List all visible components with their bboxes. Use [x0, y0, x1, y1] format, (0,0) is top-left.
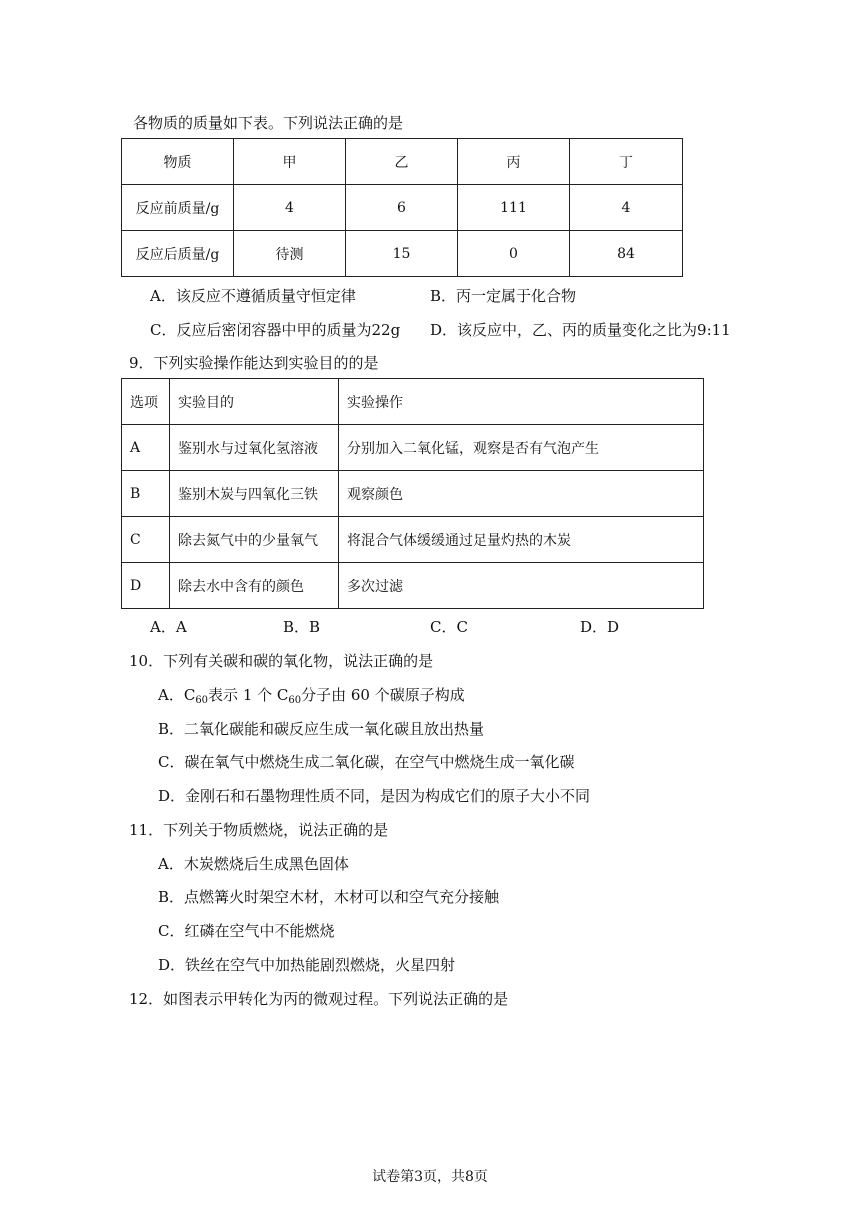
table-cell: 分别加入二氧化锰，观察是否有气泡产生: [339, 425, 704, 471]
q9-option-b[interactable]: B．B: [283, 618, 321, 636]
q8-option-c[interactable]: C．反应后密闭容器中甲的质量为22g: [150, 321, 401, 339]
subscript: 60: [195, 695, 209, 706]
table-cell: 鉴别木炭与四氧化三铁: [170, 471, 339, 517]
table-cell: 鉴别水与过氧化氢溶液: [170, 425, 339, 471]
table-cell: 除去水中含有的颜色: [170, 563, 339, 609]
question-9-stem: 9．下列实验操作能达到实验目的的是: [129, 354, 379, 372]
table-cell: B: [122, 471, 170, 517]
question-8-intro: 各物质的质量如下表。下列说法正确的是: [133, 114, 404, 132]
table-header-cell: 实验操作: [339, 379, 704, 425]
experiment-table: [121, 378, 704, 609]
table-cell: D: [122, 563, 170, 609]
table-cell: 待测: [234, 231, 346, 277]
q9-option-d[interactable]: D．D: [580, 618, 620, 636]
table-cell: 甲: [234, 139, 346, 185]
q10-option-b[interactable]: B．二氧化碳能和碳反应生成一氧化碳且放出热量: [158, 720, 485, 738]
question-11-stem: 11．下列关于物质燃烧，说法正确的是: [129, 821, 389, 839]
table-cell: 111: [458, 185, 570, 231]
table-cell: 4: [570, 185, 683, 231]
question-12-stem: 12．如图表示甲转化为丙的微观过程。下列说法正确的是: [129, 990, 509, 1008]
table-row: [122, 425, 704, 471]
table-row: [122, 185, 683, 231]
mass-table: [121, 138, 683, 277]
table-cell: 84: [570, 231, 683, 277]
table-cell: 15: [346, 231, 458, 277]
table-cell: 0: [458, 231, 570, 277]
q11-option-c[interactable]: C．红磷在空气中不能燃烧: [158, 922, 335, 940]
table-cell: 物质: [122, 139, 234, 185]
option-text: 分子由 60 个碳原子构成: [301, 686, 465, 704]
q8-option-a[interactable]: A．该反应不遵循质量守恒定律: [150, 287, 356, 305]
q11-option-a[interactable]: A．木炭燃烧后生成黑色固体: [158, 855, 349, 873]
option-text: 表示 1 个 C: [208, 686, 289, 704]
table-row: [122, 471, 704, 517]
subscript: 60: [288, 695, 302, 706]
table-row: [122, 379, 704, 425]
table-cell: 6: [346, 185, 458, 231]
table-cell: 多次过滤: [339, 563, 704, 609]
table-row: [122, 231, 683, 277]
question-10-stem: 10．下列有关碳和碳的氧化物，说法正确的是: [129, 652, 434, 670]
q9-option-c[interactable]: C．C: [430, 618, 468, 636]
table-header-cell: 实验目的: [170, 379, 339, 425]
table-cell: 反应后质量/g: [122, 231, 234, 277]
q8-option-d[interactable]: D．该反应中，乙、丙的质量变化之比为9:11: [430, 321, 731, 339]
table-row: [122, 563, 704, 609]
table-cell: 将混合气体缓缓通过足量灼热的木炭: [339, 517, 704, 563]
table-cell: 丙: [458, 139, 570, 185]
table-header-cell: 选项: [122, 379, 170, 425]
option-text: A．C: [158, 686, 196, 704]
q10-option-d[interactable]: D．金刚石和石墨物理性质不同，是因为构成它们的原子大小不同: [158, 787, 591, 805]
q8-option-b[interactable]: B．丙一定属于化合物: [430, 287, 577, 305]
table-cell: 除去氮气中的少量氧气: [170, 517, 339, 563]
table-cell: 观察颜色: [339, 471, 704, 517]
q11-option-b[interactable]: B．点燃篝火时架空木材，木材可以和空气充分接触: [158, 888, 500, 906]
table-cell: C: [122, 517, 170, 563]
q10-option-c[interactable]: C．碳在氧气中燃烧生成二氧化碳，在空气中燃烧生成一氧化碳: [158, 753, 575, 771]
table-row: [122, 517, 704, 563]
q11-option-d[interactable]: D．铁丝在空气中加热能剧烈燃烧，火星四射: [158, 956, 456, 974]
page-footer: 试卷第3页，共8页: [372, 1169, 488, 1185]
q10-option-a[interactable]: [158, 684, 465, 705]
table-cell: 丁: [570, 139, 683, 185]
table-cell: 反应前质量/g: [122, 185, 234, 231]
table-cell: 乙: [346, 139, 458, 185]
q9-option-a[interactable]: A．A: [150, 618, 187, 636]
table-cell: A: [122, 425, 170, 471]
table-cell: 4: [234, 185, 346, 231]
table-row: [122, 139, 683, 185]
